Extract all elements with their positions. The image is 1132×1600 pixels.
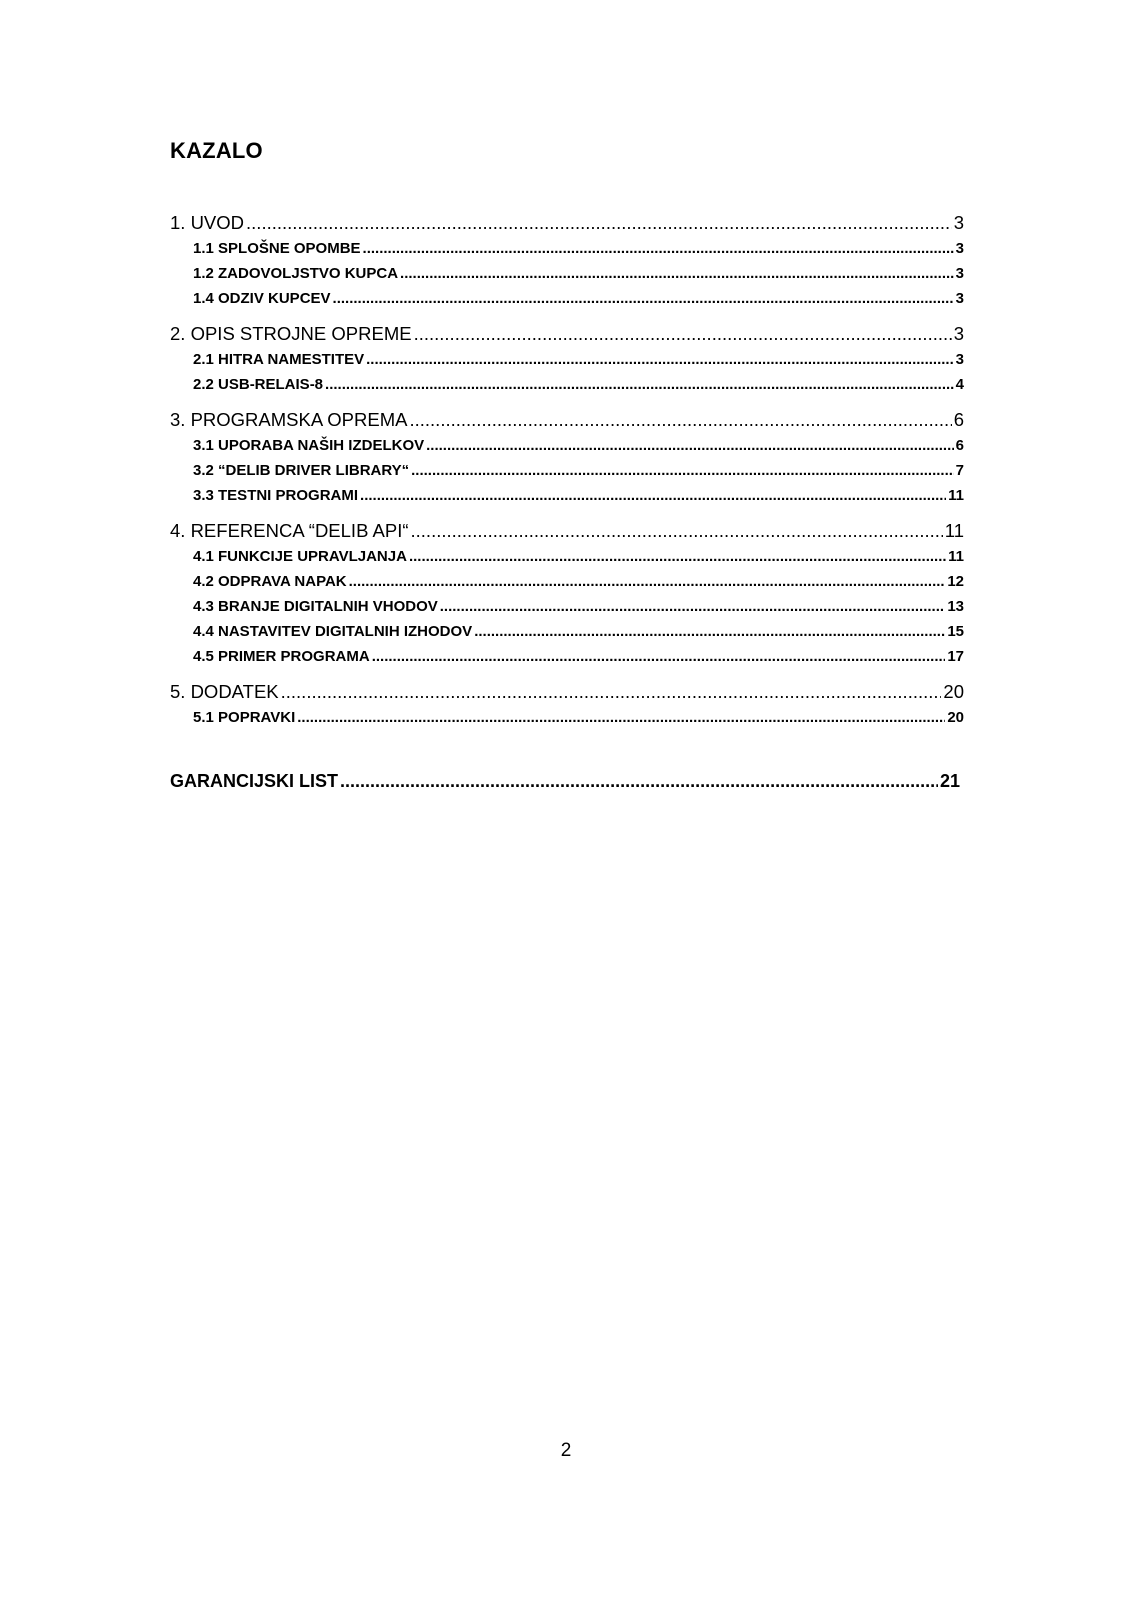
toc-subsection-4-4[interactable]	[170, 619, 964, 644]
dot-leader	[474, 619, 945, 644]
toc-entry-title: 4.4 NASTAVITEV DIGITALNIH IZHODOV	[193, 623, 473, 640]
toc-subsection-5-1[interactable]	[170, 705, 964, 730]
toc-subsection-1-4[interactable]	[170, 286, 964, 311]
toc-entry-title: 1.1 SPLOŠNE OPOMBE	[193, 240, 361, 257]
dot-leader	[409, 544, 946, 569]
toc-entry-title: 2. OPIS STROJNE OPREME	[170, 323, 412, 344]
dot-leader	[360, 483, 946, 508]
dot-leader	[411, 458, 954, 483]
toc-entry-page: 3	[955, 351, 964, 368]
toc-entry-page: 13	[947, 598, 964, 615]
toc-entry-title: 5. DODATEK	[170, 681, 279, 702]
toc-entry-page: 6	[955, 437, 964, 454]
dot-leader	[411, 518, 943, 544]
dot-leader	[349, 569, 946, 594]
toc-heading: KAZALO	[170, 138, 263, 163]
toc-entry-page: 3	[953, 212, 964, 233]
toc-entry-page: 3	[955, 265, 964, 282]
toc-section-2[interactable]	[170, 321, 964, 347]
toc-entry-title: 4.1 FUNKCIJE UPRAVLJANJA	[193, 548, 407, 565]
toc-subsection-3-3[interactable]	[170, 483, 964, 508]
toc-subsection-3-2[interactable]	[170, 458, 964, 483]
toc-warranty[interactable]	[170, 768, 960, 794]
toc-entry-page: 6	[953, 409, 964, 430]
dot-leader	[325, 372, 954, 397]
table-of-contents	[170, 210, 964, 730]
toc-subsection-2-1[interactable]	[170, 347, 964, 372]
dot-leader	[281, 679, 942, 705]
toc-section-4[interactable]	[170, 518, 964, 544]
toc-subsection-3-1[interactable]	[170, 433, 964, 458]
toc-entry-title: 2.2 USB-RELAIS-8	[193, 376, 324, 393]
dot-leader	[414, 321, 952, 347]
dot-leader	[409, 407, 951, 433]
dot-leader	[440, 594, 946, 619]
toc-subsection-4-1[interactable]	[170, 544, 964, 569]
toc-entry-title: 3. PROGRAMSKA OPREMA	[170, 409, 408, 430]
toc-entry-title: 4. REFERENCA “DELIB API“	[170, 520, 409, 541]
toc-section-5[interactable]	[170, 679, 964, 705]
toc-entry-title: GARANCIJSKI LIST	[170, 771, 339, 791]
toc-entry-page: 11	[948, 487, 964, 504]
toc-entry-title: 4.2 ODPRAVA NAPAK	[193, 573, 347, 590]
toc-subsection-4-2[interactable]	[170, 569, 964, 594]
dot-leader	[333, 286, 954, 311]
toc-entry-title: 1.2 ZADOVOLJSTVO KUPCA	[193, 265, 399, 282]
dot-leader	[340, 768, 938, 794]
toc-entry-title: 3.1 UPORABA NAŠIH IZDELKOV	[193, 437, 425, 454]
dot-leader	[366, 347, 954, 372]
toc-entry-title: 5.1 POPRAVKI	[193, 709, 296, 726]
toc-entry-page: 11	[944, 520, 964, 541]
toc-subsection-4-5[interactable]	[170, 644, 964, 669]
dot-leader	[297, 705, 945, 730]
toc-entry-title: 1. UVOD	[170, 212, 245, 233]
toc-entry-title: 4.5 PRIMER PROGRAMA	[193, 648, 370, 665]
toc-entry-title: 2.1 HITRA NAMESTITEV	[193, 351, 365, 368]
toc-section-1[interactable]	[170, 210, 964, 236]
toc-entry-page: 3	[955, 240, 964, 257]
toc-entry-page: 20	[943, 681, 964, 702]
dot-leader	[372, 644, 946, 669]
page-number: 2	[560, 1440, 572, 1461]
toc-entry-title: 3.3 TESTNI PROGRAMI	[193, 487, 359, 504]
toc-entry-page: 15	[947, 623, 964, 640]
toc-entry-title: 4.3 BRANJE DIGITALNIH VHODOV	[193, 598, 438, 615]
toc-entry-title: 3.2 “DELIB DRIVER LIBRARY“	[193, 462, 410, 479]
dot-leader	[400, 261, 954, 286]
toc-entry-page: 7	[955, 462, 964, 479]
toc-entry-title: 1.4 ODZIV KUPCEV	[193, 290, 331, 307]
toc-subsection-1-1[interactable]	[170, 236, 964, 261]
toc-entry-page: 21	[939, 771, 960, 791]
dot-leader	[246, 210, 952, 236]
toc-entry-page: 20	[947, 709, 964, 726]
dot-leader	[426, 433, 954, 458]
toc-entry-page: 12	[947, 573, 964, 590]
toc-entry-page: 3	[955, 290, 964, 307]
toc-entry-page: 4	[955, 376, 964, 393]
toc-entry-page: 17	[947, 648, 964, 665]
toc-entry-page: 3	[953, 323, 964, 344]
toc-subsection-4-3[interactable]	[170, 594, 964, 619]
dot-leader	[363, 236, 954, 261]
toc-entry-page: 11	[948, 548, 964, 565]
toc-subsection-1-2[interactable]	[170, 261, 964, 286]
toc-section-3[interactable]	[170, 407, 964, 433]
toc-subsection-2-2[interactable]	[170, 372, 964, 397]
